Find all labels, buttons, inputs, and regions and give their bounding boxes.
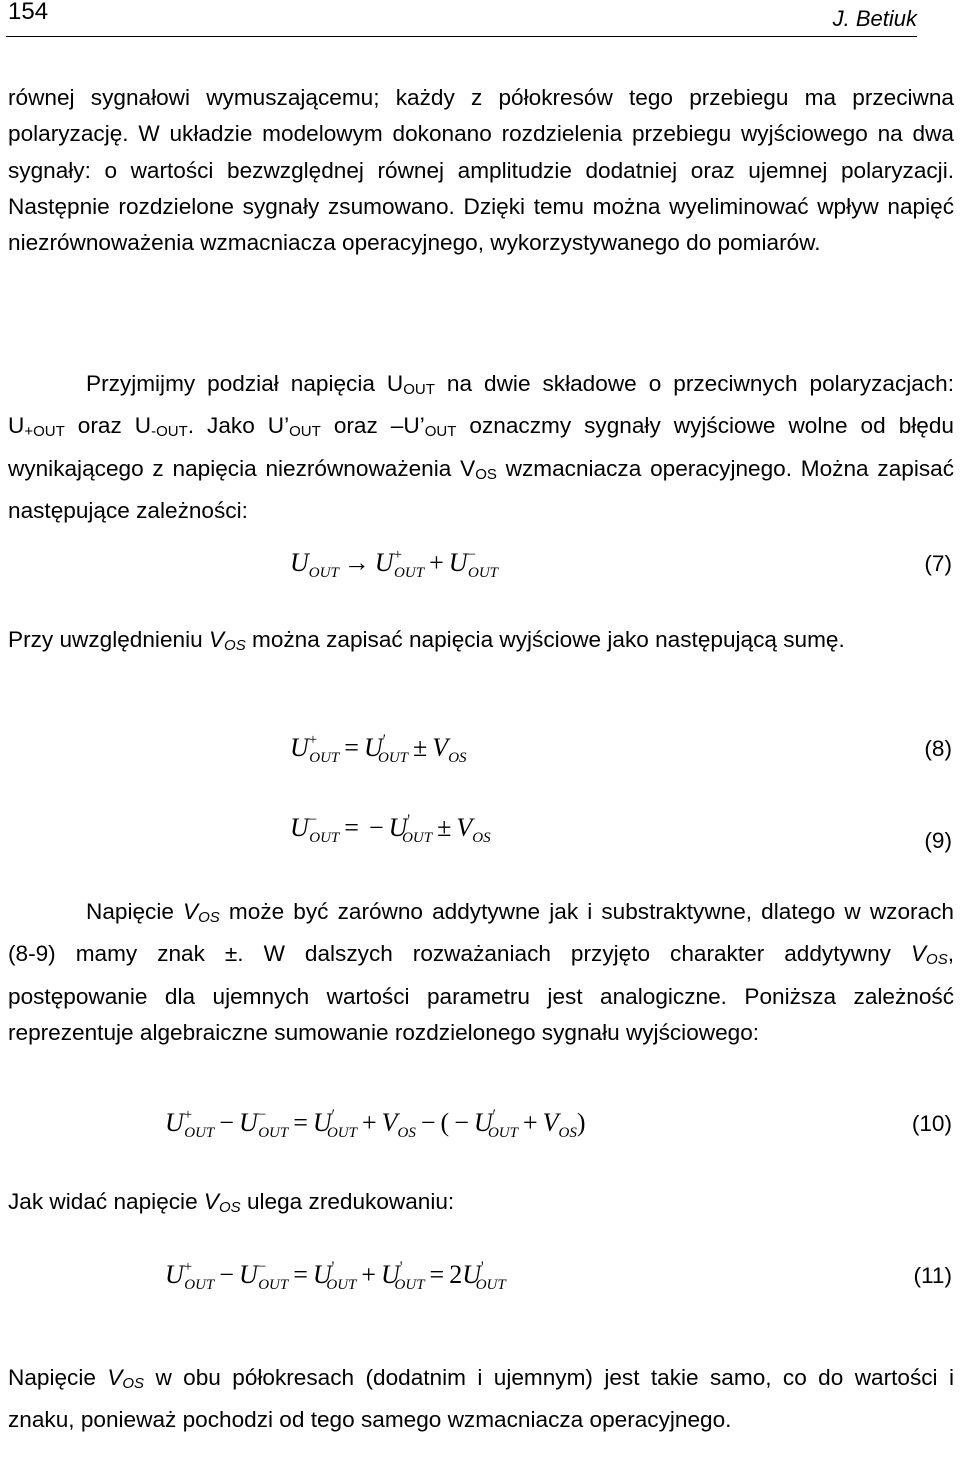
- equation-7-formula: $U_{OUT} \to U^+_{OUT} + U^-_{OUT}$: [290, 547, 498, 581]
- running-author: J. Betiuk: [832, 6, 917, 31]
- equation-8-formula: $U^+_{OUT} = U'_{OUT} \pm V_{OS}$: [290, 732, 467, 766]
- equation-10: [0, 1105, 960, 1145]
- equation-9-formula: $U^-_{OUT}$ = − $U'_{OUT} \pm V_{OS}$: [290, 812, 491, 846]
- equation-7-number: (7): [924, 551, 952, 576]
- equation-10-formula: $U^+_{OUT} - U^-_{OUT} = U'_{OUT} + V_{OS}$ − ( − $U'_{OUT} + V_{OS}$): [165, 1107, 586, 1141]
- paragraph-1: [8, 80, 954, 261]
- paragraph-6: Napięcie VOS w obu półokresach (dodatnim i ujemnym) jest takie samo, co do wartości i znaku, ponieważ pochodzi od tego samego wzmacniacza operacyjnego.: [8, 1365, 954, 1433]
- equation-8-number: (8): [924, 736, 952, 761]
- equation-9-number: (9): [924, 828, 952, 853]
- equation-11-formula: $U^+_{OUT} - U^-_{OUT} = U'_{OUT} + U'_{OUT} = 2U'_{OUT}$: [165, 1259, 506, 1293]
- paragraph-2: Przyjmijmy podział napięcia $U_{OUT}$ na dwie składowe o przeciwnych polaryzacjach: $U_{+OUT}$ oraz $U_{-OUT}$. Jako $U’_{OUT}$ oraz $-U’_{OUT}$ oznaczmy sygnały wyjściowe wolne od błędu wynikającego z napięcia niezrównoważenia $V_{OS}$ wzmacniacza operacyjnego. Można zapisać następujące zależności:: [8, 371, 954, 523]
- equation-7: [0, 545, 960, 585]
- equation-11-number: (11): [913, 1263, 952, 1288]
- paragraph-1-text: równej sygnałowi wymuszającemu; każdy z półokresów tego przebiegu ma przeciwna polaryzację. W układzie modelowym dokonano rozdzielenia przebiegu wyjściowego na dwa sygnały: o wartości bezwzględnej równej amplitudzie dodatniej oraz ujemnej polaryzacji. Następnie rozdzielone sygnały zsumowano. Dzięki temu można wyeliminować wpływ napięć niezrównoważenia wzmacniacza operacyjnego, wykorzystywanego do pomiarów.: [8, 85, 954, 256]
- paragraph-3: Przy uwzględnieniu VOS można zapisać napięcia wyjściowe jako następującą sumę.: [8, 627, 845, 654]
- header-rule: [6, 36, 917, 37]
- equation-9: [0, 810, 960, 870]
- equation-8: [0, 730, 960, 770]
- paragraph-5: Jak widać napięcie VOS ulega zredukowaniu:: [8, 1189, 455, 1216]
- paragraph-4: Napięcie VOS może być zarówno addytywne jak i substraktywne, dlatego w wzorach (8-9) mamy znak ±. W dalszych rozważaniach przyjęto charakter addytywny VOS, postępowanie dla ujemnych wartości parametru jest analogiczne. Poniższa zależność reprezentuje algebraiczne sumowanie rozdzielonego sygnału wyjściowego:: [8, 899, 954, 1045]
- page-number: 154: [8, 0, 49, 25]
- page-header: [0, 0, 960, 38]
- equation-10-number: (10): [911, 1111, 952, 1136]
- equation-11: [0, 1257, 960, 1297]
